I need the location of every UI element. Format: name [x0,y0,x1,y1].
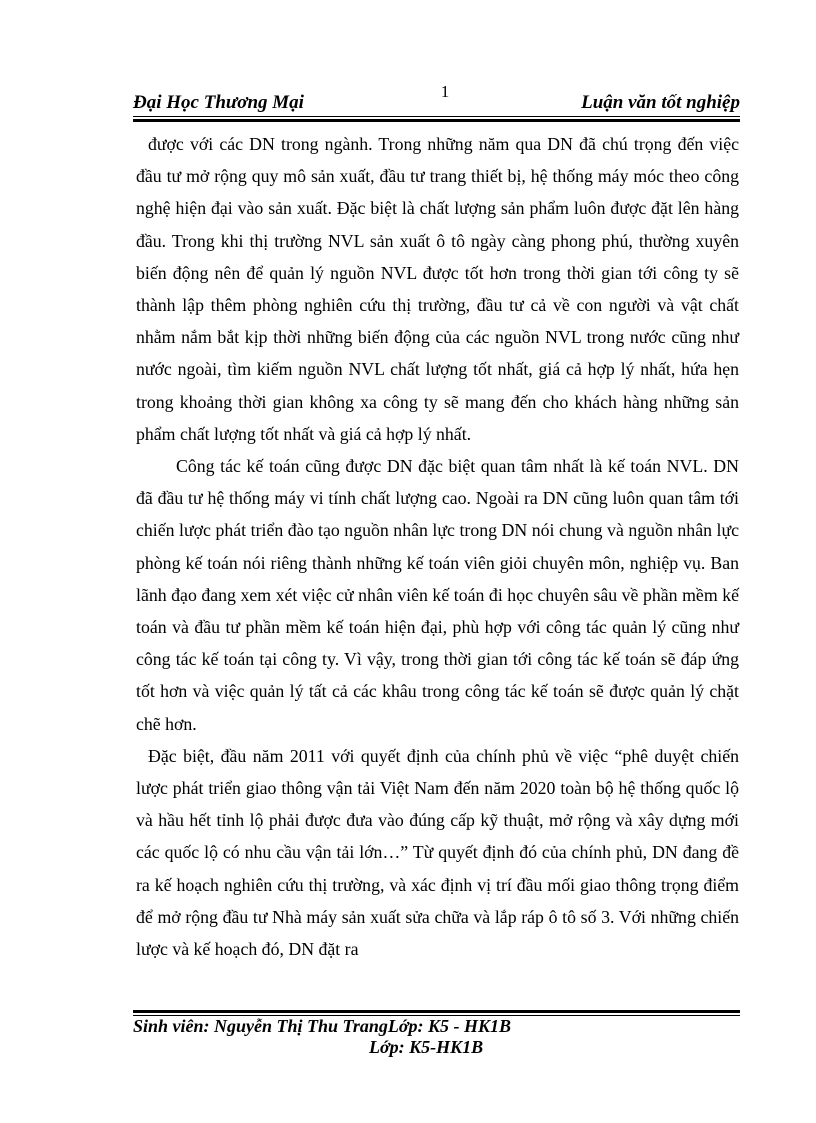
header-thesis-title: Luận văn tốt nghiệp [581,92,740,113]
paragraph-3: Đặc biệt, đầu năm 2011 với quyết định của chính phủ về việc “phê duyệt chiến lược phát triển giao thông vận tải Việt Nam đến năm 2020 toàn bộ hệ thống quốc lộ và hầu hết tỉnh lộ phải được đưa vào đúng cấp kỹ thuật, mở rộng và xây dựng mới các quốc lộ có nhu cầu vận tải lớn…” Từ quyết định đó của chính phủ, DN đang đề ra kế hoạch nghiên cứu thị trường, và xác định vị trí đầu mối giao thông trọng điểm để mở rộng đầu tư Nhà máy sản xuất sửa chữa và lắp ráp ô tô số 3. Với những chiến lược và kế hoạch đó, DN đặt ra [136,745,739,960]
footer-class-info: Lớp: K5-HK1B [369,1037,484,1057]
paragraph-1: được với các DN trong ngành. Trong những năm qua DN đã chú trọng đến việc đầu tư mở rộng quy mô sản xuất, đầu tư trang thiết bị, hệ thống máy móc theo công nghệ hiện đại vào sản xuất. Đặc biệt là chất lượng sản phẩm luôn được đặt lên hàng đầu. Trong khi thị trường NVL sản xuất ô tô ngày càng phong phú, thường xuyên biến động nên để quản lý nguồn NVL được tốt hơn trong thời gian tới công ty sẽ thành lập thêm phòng nghiên cứu thị trường, đầu tư cả về con người và vật chất nhằm nắm bắt kịp thời những biến động của các nguồn NVL trong nước cũng như nước ngoài, tìm kiếm nguồn NVL chất lượng tốt nhất, giá cả hợp lý nhất, hứa hẹn trong khoảng thời gian không xa công ty sẽ mang đến cho khách hàng những sản phẩm chất lượng tốt nhất và giá cả hợp lý nhất. [136,134,739,444]
header-divider [133,116,740,122]
document-body [136,128,739,965]
header-university-title: Đại Học Thương Mại [133,92,304,113]
paragraph-2: Công tác kế toán cũng được DN đặc biệt quan tâm nhất là kế toán NVL. DN đã đầu tư hệ thống máy vi tính chất lượng cao. Ngoài ra DN cũng luôn quan tâm tới chiến lược phát triển đào tạo nguồn nhân lực trong DN nói chung và nguồn nhân lực phòng kế toán nói riêng thành những kế toán viên giỏi chuyên môn, nghiệp vụ. Ban lãnh đạo đang xem xét việc cử nhân viên kế toán đi học chuyên sâu về phần mềm kế toán và đầu tư phần mềm kế toán hiện đại, phù hợp với công tác quản lý cũng như công tác kế toán tại công ty. Vì vậy, trong thời gian tới công tác kế toán sẽ đáp ứng tốt hơn và việc quản lý tất cả các khâu trong công tác kế toán sẽ được quản lý chặt chẽ hơn. [136,456,739,734]
page-number: 1 [440,82,450,101]
footer-student-info: Sinh viên: Nguyễn Thị Thu TrangLớp: K5 - HK1B [133,1016,512,1036]
